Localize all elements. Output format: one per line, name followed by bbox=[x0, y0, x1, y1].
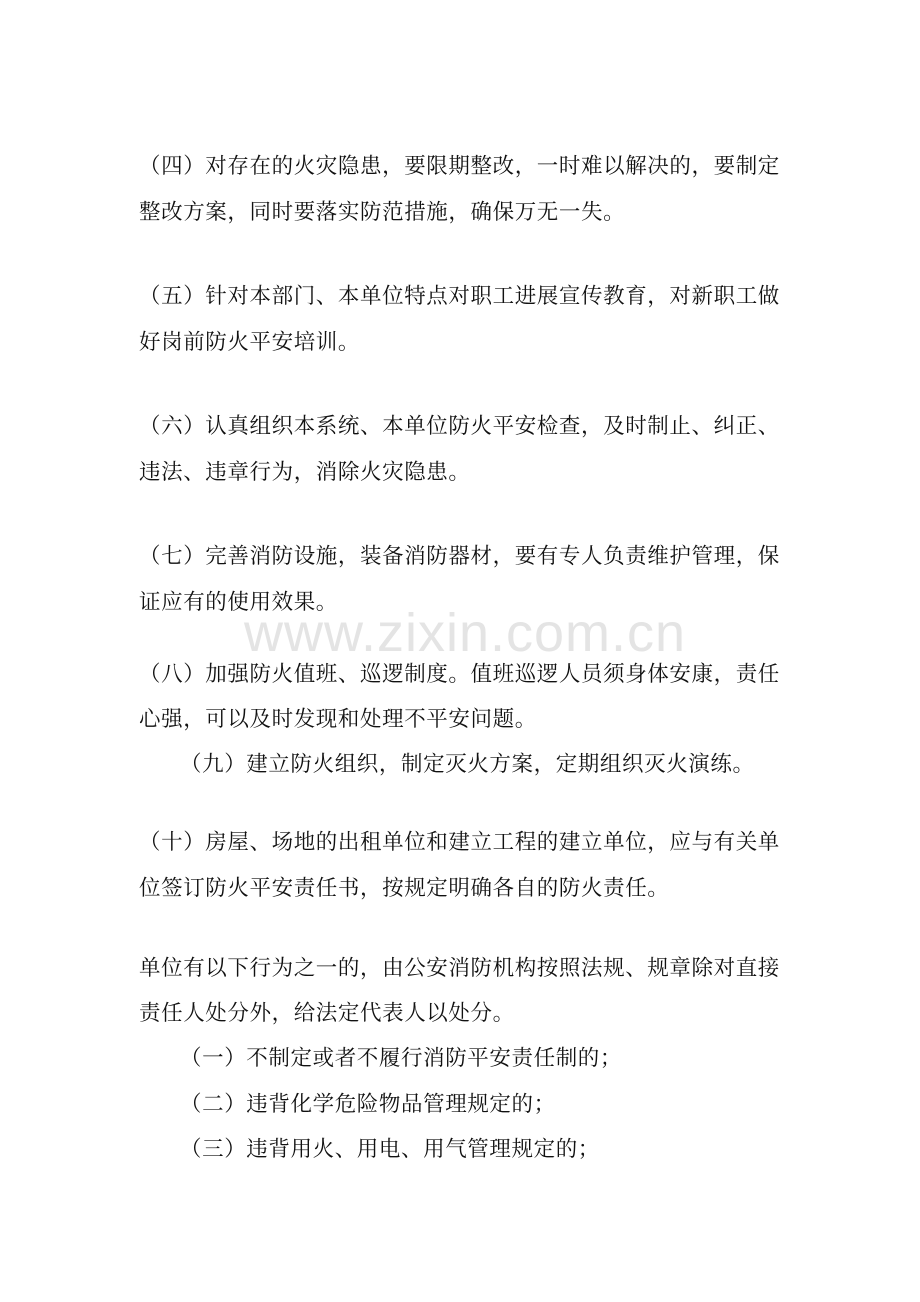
paragraph-7-line1: （七）完善消防设施，装备消防器材，要有专人负责维护管理，保 bbox=[139, 544, 780, 569]
paragraph-5-line1: （五）针对本部门、本单位特点对职工进展宣传教育，对新职工做 bbox=[139, 284, 780, 309]
paragraph-6-line1: （六）认真组织本系统、本单位防火平安检查，及时制止、纠正、 bbox=[139, 414, 780, 439]
paragraph-5-line2: 好岗前防火平安培训。 bbox=[139, 330, 361, 355]
paragraph-7-line2: 证应有的使用效果。 bbox=[139, 590, 338, 615]
paragraph-8-line1: （八）加强防火值班、巡逻制度。值班巡逻人员须身体安康，责任 bbox=[139, 662, 780, 687]
paragraph-10-line1: （十）房屋、场地的出租单位和建立工程的建立单位，应与有关单 bbox=[139, 830, 780, 855]
list-item-2: （二）违背化学危险物品管理规定的； bbox=[180, 1092, 556, 1117]
paragraph-8-line2: 心强，可以及时发现和处理不平安问题。 bbox=[139, 707, 537, 732]
watermark: www.zixin.com.cn bbox=[243, 603, 687, 663]
list-item-3: （三）违背用火、用电、用气管理规定的； bbox=[180, 1137, 600, 1162]
penalty-intro-line2: 责任人处分外，给法定代表人以处分。 bbox=[139, 1001, 515, 1026]
penalty-intro-line1: 单位有以下行为之一的，由公安消防机构按照法规、规章除对直接 bbox=[139, 956, 780, 981]
paragraph-6-line2: 违法、违章行为，消除火灾隐患。 bbox=[139, 460, 471, 485]
list-item-1: （一）不制定或者不履行消防平安责任制的； bbox=[180, 1046, 623, 1071]
paragraph-9: （九）建立防火组织，制定灭火方案，定期组织灭火演练。 bbox=[180, 752, 755, 777]
paragraph-10-line2: 位签订防火平安责任书，按规定明确各自的防火责任。 bbox=[139, 876, 670, 901]
paragraph-4-line1: （四）对存在的火灾隐患，要限期整改，一时难以解决的，要制定 bbox=[139, 154, 780, 179]
paragraph-4-line2: 整改方案，同时要落实防范措施，确保万无一失。 bbox=[139, 200, 626, 225]
